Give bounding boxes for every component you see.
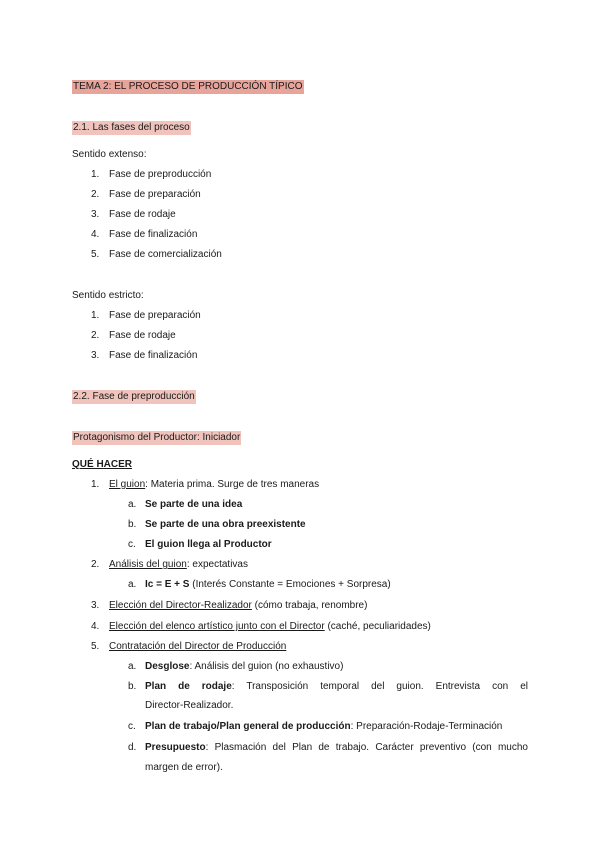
page-title: TEMA 2: EL PROCESO DE PRODUCCIÓN TÍPICO <box>73 81 303 92</box>
section-heading-preproduccion: 2.2. Fase de preproducción <box>73 391 195 402</box>
item-elenco: 4. Elección del elenco artístico junto con el Director (caché, peculiaridades) <box>91 621 431 632</box>
sub-item: b. <box>128 681 137 692</box>
sub-item: c. El guion llega al Productor <box>128 539 272 550</box>
sub-item: c. Plan de trabajo/Plan general de producción: Preparación-Rodaje-Terminación <box>128 721 503 732</box>
sub-item: b. Se parte de una obra preexistente <box>128 519 306 530</box>
list-item: 1. Fase de preparación <box>91 310 201 321</box>
list-item: 2. Fase de rodaje <box>91 330 176 341</box>
list-item: 4. Fase de finalización <box>91 229 198 240</box>
sub-item: a. Se parte de una idea <box>128 499 243 510</box>
que-hacer-heading: QUÉ HACER <box>72 459 133 470</box>
list-item: 1. Fase de preproducción <box>91 169 212 180</box>
list-item: 3. Fase de finalización <box>91 350 198 361</box>
sub-item-text: Presupuesto: Plasmación del Plan de trabajo. Carácter preventivo (con mucho <box>145 742 528 753</box>
list-item: 3. Fase de rodaje <box>91 209 176 220</box>
protagonismo-label: Protagonismo del Productor: Iniciador <box>73 432 241 443</box>
sub-item: a. Desglose: Análisis del guion (no exhaustivo) <box>128 661 344 672</box>
item-analisis: 2. Análisis del guion: expectativas <box>91 559 248 570</box>
item-guion: 1. El guion: Materia prima. Surge de tres maneras <box>91 479 320 490</box>
section-heading-fases: 2.1. Las fases del proceso <box>73 122 190 133</box>
list-item: 5. Fase de comercialización <box>91 249 222 260</box>
list-item: 2. Fase de preparación <box>91 189 201 200</box>
sentido-estricto-label: Sentido estricto: <box>72 290 144 301</box>
sub-item: d. <box>128 742 137 753</box>
sub-item-continuation: margen de error). <box>145 762 223 773</box>
sentido-extenso-label: Sentido extenso: <box>72 149 147 160</box>
sub-item: a. Ic = E + S (Interés Constante = Emociones + Sorpresa) <box>128 579 391 590</box>
item-director: 3. Elección del Director-Realizador (cómo trabaja, renombre) <box>91 600 368 611</box>
sub-item-text: Plan de rodaje: Transposición temporal del guion. Entrevista con el <box>145 681 528 692</box>
sub-item-continuation: Director-Realizador. <box>145 700 234 711</box>
item-contratacion: 5. Contratación del Director de Producción <box>91 641 287 652</box>
